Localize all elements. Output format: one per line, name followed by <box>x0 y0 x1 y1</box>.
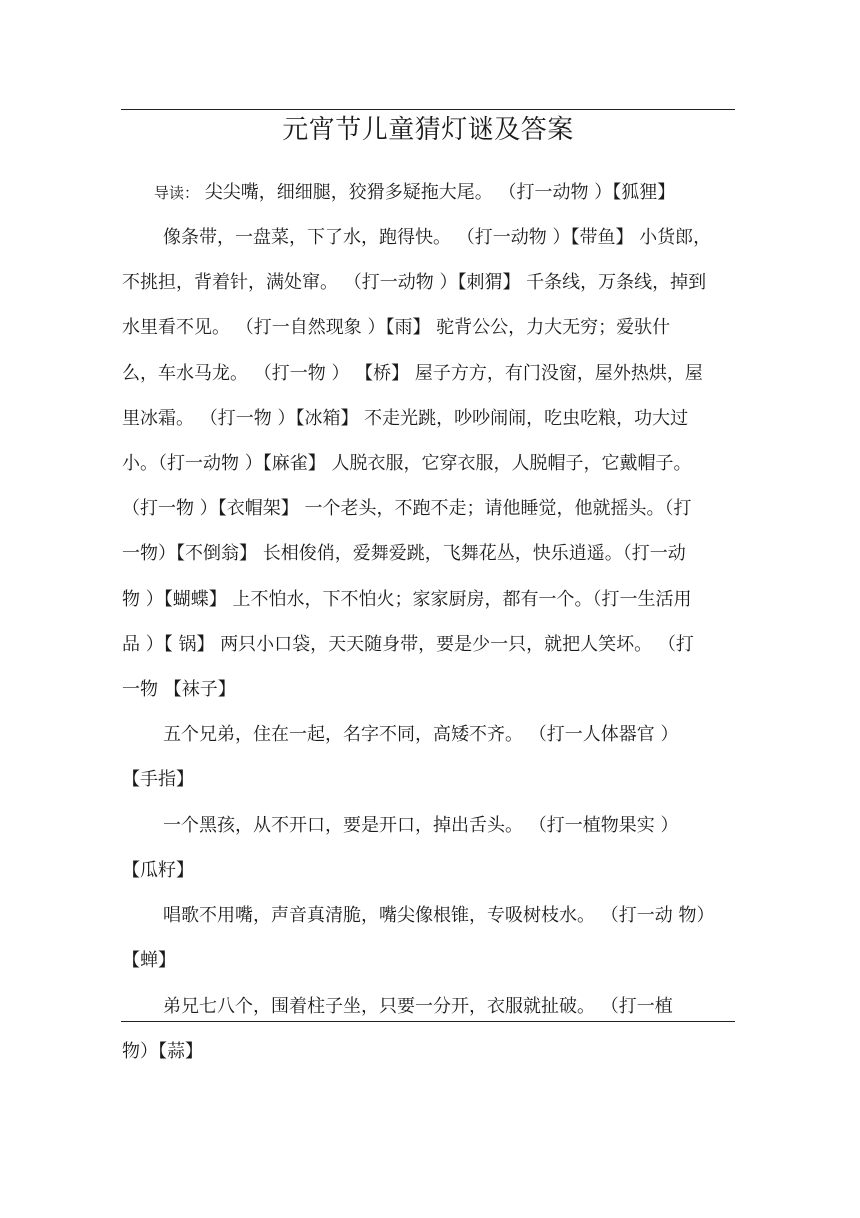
text-line: 水里看不见。 （打一自然现象 ）【雨】 驼背公公，力大无穷；爱驮什 <box>122 317 671 338</box>
text-line: 一物）【不倒翁】 长相俊俏，爱舞爱跳，飞舞花丛，快乐逍遥。（打一动 <box>122 543 686 564</box>
text-line: 弟兄七八个，围着柱子坐，只要一分开，衣服就扯破。 （打一植 <box>163 996 673 1017</box>
page-title: 元宵节儿童猜灯谜及答案 <box>282 115 574 145</box>
text-line: 小。（打一动物 ）【麻雀】 人脱衣服，它穿衣服，人脱帽子，它戴帽子。 <box>122 453 692 474</box>
text-line: 物 ）【蝴蝶】 上不怕水，下不怕火；家家厨房，都有一个。（打一生活用 <box>122 589 692 610</box>
text-line: 唱歌不用嘴，声音真清脆，嘴尖像根锥，专吸树枝水。 （打一动 物） <box>163 905 715 926</box>
text-line: 【蝉】 <box>122 950 176 971</box>
text-line: 一物 【袜子】 <box>122 679 236 700</box>
text-line: 像条带，一盘菜，下了水，跑得快。 （打一动物 ）【带鱼】 小货郎， <box>163 227 712 248</box>
bottom-rule <box>121 1021 735 1022</box>
text-line: 【瓜籽】 <box>122 860 194 881</box>
text-line: 五个兄弟，住在一起，名字不同，高矮不齐。 （打一人体器官 ） <box>163 724 679 745</box>
intro-label: 导读： <box>154 184 200 202</box>
text-line: 【手指】 <box>122 769 194 790</box>
text-line: 么，车水马龙。 （打一物 ） 【桥】 屋子方方，有门没窗，屋外热烘，屋 <box>122 363 703 384</box>
text-line: 不挑担，背着针，满处窜。 （打一动物 ）【刺猬】 千条线，万条线，掉到 <box>122 272 707 293</box>
text-line: 品 ）【 锅】 两只小口袋，天天随身带，要是少一只，就把人笑坏。 （打 <box>122 634 694 655</box>
text-line: 物）【蒜】 <box>122 1041 203 1062</box>
intro-line <box>154 180 675 206</box>
text-line: （打一物 ）【衣帽架】 一个老头，不跑不走；请他睡觉，他就摇头。（打 <box>122 498 692 519</box>
text-line: 里冰霜。 （打一物 ）【冰箱】 不走光跳，吵吵闹闹，吃虫吃粮，功大过 <box>122 408 689 429</box>
text-line: 尖尖嘴，细细腿，狡猾多疑拖大尾。 （打一动物 ）【狐狸】 <box>204 182 676 203</box>
text-line: 一个黑孩，从不开口，要是开口，掉出舌头。 （打一植物果实 ） <box>163 815 679 836</box>
